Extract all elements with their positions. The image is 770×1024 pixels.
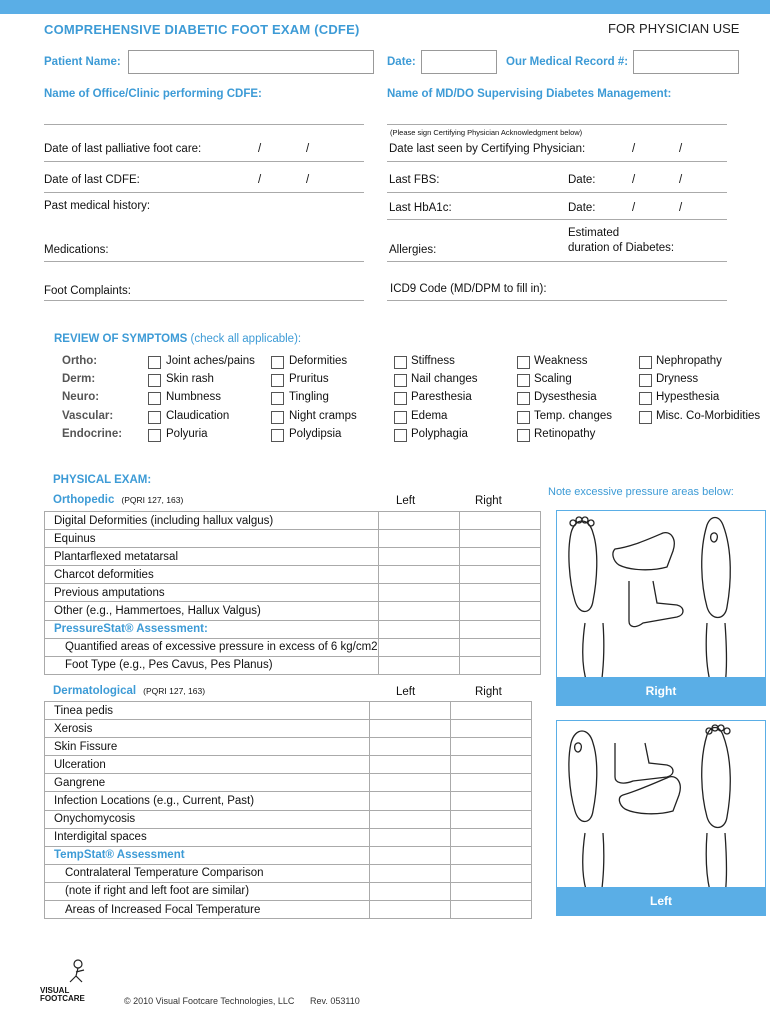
exam-row <box>45 828 532 846</box>
left-cell[interactable] <box>370 864 451 882</box>
foot-complaints-label: Foot Complaints: <box>44 285 131 297</box>
right-cell[interactable] <box>459 530 540 548</box>
left-cell[interactable] <box>370 846 451 864</box>
exam-row <box>45 720 532 738</box>
exam-row <box>45 512 541 530</box>
exam-item-label: Digital Deformities (including hallux valgus) <box>45 512 379 530</box>
estimated-label: Estimated <box>568 227 620 239</box>
right-cell[interactable] <box>451 864 532 882</box>
left-cell[interactable] <box>370 810 451 828</box>
date-input[interactable] <box>421 50 497 74</box>
symptom-checkbox[interactable] <box>394 374 407 387</box>
left-cell[interactable] <box>370 702 451 720</box>
symptom-label: Dysesthesia <box>534 391 597 403</box>
exam-item-label: Xerosis <box>45 720 370 738</box>
symptom-label: Nephropathy <box>656 355 722 367</box>
right-cell[interactable] <box>451 720 532 738</box>
symptom-category: Vascular: <box>62 410 114 422</box>
last-fbs-label: Last FBS: <box>389 174 440 186</box>
exam-item-label: Foot Type (e.g., Pes Cavus, Pes Planus) <box>45 656 379 674</box>
right-foot-label: Right <box>557 677 765 705</box>
icd9-label: ICD9 Code (MD/DPM to fill in): <box>390 283 547 295</box>
left-cell[interactable] <box>370 720 451 738</box>
symptom-label: Dryness <box>656 373 699 385</box>
form-title: COMPREHENSIVE DIABETIC FOOT EXAM (CDFE) <box>44 22 360 37</box>
date-slash: / <box>679 202 683 214</box>
symptoms-heading-bold: REVIEW OF SYMPTOMS <box>54 333 188 345</box>
exam-item-label: Gangrene <box>45 774 370 792</box>
symptom-label: Polyuria <box>166 428 208 440</box>
exam-row <box>45 792 532 810</box>
exam-item-label: Quantified areas of excessive pressure in excess of 6 kg/cm2 <box>45 638 379 656</box>
symptom-checkbox[interactable] <box>639 356 652 369</box>
exam-row <box>45 566 541 584</box>
right-foot-panel[interactable] <box>556 510 766 706</box>
right-cell[interactable] <box>451 792 532 810</box>
symptom-checkbox[interactable] <box>148 411 161 424</box>
left-cell[interactable] <box>378 638 459 656</box>
exam-row <box>45 702 532 720</box>
physical-exam-heading: PHYSICAL EXAM: <box>53 474 152 486</box>
left-cell[interactable] <box>378 512 459 530</box>
symptom-label: Edema <box>411 410 448 422</box>
exam-item-label: Charcot deformities <box>45 566 379 584</box>
right-cell[interactable] <box>451 702 532 720</box>
symptom-checkbox[interactable] <box>394 356 407 369</box>
exam-item-label: Ulceration <box>45 756 370 774</box>
left-foot-diagram <box>557 721 765 915</box>
left-foot-label: Left <box>557 887 765 915</box>
right-cell[interactable] <box>451 756 532 774</box>
left-cell[interactable] <box>370 828 451 846</box>
symptom-category: Neuro: <box>62 391 100 403</box>
physician-use-label: FOR PHYSICIAN USE <box>608 21 740 36</box>
symptom-label: Deformities <box>289 355 348 367</box>
symptom-checkbox[interactable] <box>271 429 284 442</box>
derm-table <box>44 701 532 919</box>
symptom-checkbox[interactable] <box>271 411 284 424</box>
record-input[interactable] <box>633 50 739 74</box>
exam-row <box>45 530 541 548</box>
exam-row <box>45 756 532 774</box>
right-cell[interactable] <box>459 638 540 656</box>
derm-pqri: (PQRI 127, 163) <box>143 686 206 696</box>
pressure-note: Note excessive pressure areas below: <box>548 486 734 498</box>
last-fbs-line[interactable] <box>387 192 727 193</box>
left-cell[interactable] <box>370 792 451 810</box>
exam-item-label: Plantarflexed metatarsal <box>45 548 379 566</box>
ortho-right-header: Right <box>475 495 502 507</box>
left-foot-panel[interactable] <box>556 720 766 916</box>
patient-name-input[interactable] <box>128 50 374 74</box>
office-line[interactable] <box>44 124 364 125</box>
symptom-checkbox[interactable] <box>639 392 652 405</box>
exam-row <box>45 548 541 566</box>
derm-label: Dermatological <box>53 685 137 697</box>
symptom-label: Weakness <box>534 355 588 367</box>
left-cell[interactable] <box>378 548 459 566</box>
exam-row <box>45 901 532 919</box>
exam-item-label: Other (e.g., Hammertoes, Hallux Valgus) <box>45 602 379 620</box>
exam-item-label: Previous amputations <box>45 584 379 602</box>
symptom-checkbox[interactable] <box>517 374 530 387</box>
symptom-checkbox[interactable] <box>271 356 284 369</box>
allergies-label: Allergies: <box>389 244 437 256</box>
icd9-line[interactable] <box>387 300 727 301</box>
symptom-label: Pruritus <box>289 373 329 385</box>
symptom-label: Paresthesia <box>411 391 472 403</box>
symptom-checkbox[interactable] <box>271 374 284 387</box>
right-cell[interactable] <box>451 882 532 900</box>
symptom-checkbox[interactable] <box>639 411 652 424</box>
right-cell[interactable] <box>451 828 532 846</box>
right-cell[interactable] <box>459 548 540 566</box>
exam-item-label: Infection Locations (e.g., Current, Past) <box>45 792 370 810</box>
symptom-label: Skin rash <box>166 373 214 385</box>
date-slash: / <box>632 202 636 214</box>
medications-line[interactable] <box>44 261 364 262</box>
left-cell[interactable] <box>370 882 451 900</box>
hba1c-line[interactable] <box>387 219 727 220</box>
exam-item-label: Interdigital spaces <box>45 828 370 846</box>
mddo-label: Name of MD/DO Supervising Diabetes Management: <box>387 88 672 100</box>
right-cell[interactable] <box>459 512 540 530</box>
right-cell[interactable] <box>451 846 532 864</box>
symptom-checkbox[interactable] <box>517 411 530 424</box>
symptom-checkbox[interactable] <box>517 356 530 369</box>
symptom-label: Misc. Co-Morbidities <box>656 410 761 422</box>
symptom-label: Joint aches/pains <box>166 355 255 367</box>
left-cell[interactable] <box>370 774 451 792</box>
symptom-checkbox[interactable] <box>148 392 161 405</box>
symptom-label: Temp. changes <box>534 410 612 422</box>
right-cell[interactable] <box>459 584 540 602</box>
symptom-label: Nail changes <box>411 373 478 385</box>
fbs-date-label: Date: <box>568 174 596 186</box>
ortho-left-header: Left <box>396 495 416 507</box>
symptom-checkbox[interactable] <box>148 356 161 369</box>
sign-note: (Please sign Certifying Physician Acknowledgment below) <box>390 128 583 137</box>
left-cell[interactable] <box>378 566 459 584</box>
symptom-label: Claudication <box>166 410 230 422</box>
symptom-label: Stiffness <box>411 355 455 367</box>
right-foot-diagram <box>557 511 765 705</box>
patient-name-label: Patient Name: <box>44 56 121 68</box>
exam-row <box>45 882 532 900</box>
mddo-line[interactable] <box>387 124 727 125</box>
symptom-label: Numbness <box>166 391 221 403</box>
visual-footcare-logo <box>40 958 100 1006</box>
exam-row <box>45 738 532 756</box>
derm-right-header: Right <box>475 686 502 698</box>
symptom-label: Hypesthesia <box>656 391 720 403</box>
symptom-checkbox[interactable] <box>394 392 407 405</box>
allergies-line[interactable] <box>387 261 727 262</box>
date-slash: / <box>258 174 262 186</box>
symptom-checkbox[interactable] <box>639 374 652 387</box>
symptom-label: Retinopathy <box>534 428 596 440</box>
right-cell[interactable] <box>451 738 532 756</box>
symptoms-heading <box>54 333 301 345</box>
symptom-checkbox[interactable] <box>394 429 407 442</box>
ortho-pqri: (PQRI 127, 163) <box>121 495 184 505</box>
date-slash: / <box>306 174 310 186</box>
office-label: Name of Office/Clinic performing CDFE: <box>44 88 262 100</box>
past-history-label: Past medical history: <box>44 200 151 212</box>
right-cell[interactable] <box>459 656 540 674</box>
symptom-category: Ortho: <box>62 355 98 367</box>
last-cdfe-label: Date of last CDFE: <box>44 174 140 186</box>
last-hba1c-label: Last HbA1c: <box>389 202 452 214</box>
palliative-label: Date of last palliative foot care: <box>44 143 202 155</box>
exam-row <box>45 774 532 792</box>
foot-complaints-line[interactable] <box>44 300 364 301</box>
record-label: Our Medical Record #: <box>506 56 629 68</box>
logo-figure-icon <box>40 958 100 984</box>
symptom-label: Tingling <box>289 391 329 403</box>
ortho-label: Orthopedic <box>53 494 115 506</box>
symptom-label: Polyphagia <box>411 428 468 440</box>
symptom-label: Polydipsia <box>289 428 342 440</box>
exam-row <box>45 864 532 882</box>
exam-item-label: Equinus <box>45 530 379 548</box>
exam-row <box>45 602 541 620</box>
symptoms-heading-rest: (check all applicable): <box>187 333 302 345</box>
left-cell[interactable] <box>378 656 459 674</box>
logo-line1: VISUAL <box>40 986 70 995</box>
duration-label: duration of Diabetes: <box>568 242 675 254</box>
symptom-label: Scaling <box>534 373 572 385</box>
date-label: Date: <box>387 56 416 68</box>
left-cell[interactable] <box>370 756 451 774</box>
right-cell[interactable] <box>451 901 532 919</box>
exam-item-label: (note if right and left foot are similar) <box>45 882 370 900</box>
medications-label: Medications: <box>44 244 109 256</box>
derm-left-header: Left <box>396 686 416 698</box>
derm-heading <box>53 685 205 697</box>
right-cell[interactable] <box>459 566 540 584</box>
date-slash: / <box>258 143 262 155</box>
revision: Rev. 053110 <box>310 996 360 1006</box>
symptom-checkbox[interactable] <box>517 392 530 405</box>
symptom-checkbox[interactable] <box>148 374 161 387</box>
hba1c-date-label: Date: <box>568 202 596 214</box>
exam-item-label: Onychomycosis <box>45 810 370 828</box>
exam-item-label: TempStat® Assessment <box>45 846 370 864</box>
left-cell[interactable] <box>378 584 459 602</box>
right-cell[interactable] <box>451 774 532 792</box>
symptom-category: Derm: <box>62 373 96 385</box>
last-cdfe-line[interactable] <box>44 192 364 193</box>
left-cell[interactable] <box>370 738 451 756</box>
symptom-checkbox[interactable] <box>148 429 161 442</box>
copyright: © 2010 Visual Footcare Technologies, LLC <box>124 996 295 1006</box>
date-slash: / <box>632 143 636 155</box>
date-slash: / <box>679 143 683 155</box>
last-seen-line[interactable] <box>387 161 727 162</box>
right-cell[interactable] <box>459 602 540 620</box>
symptom-category: Endocrine: <box>62 428 123 440</box>
last-seen-label: Date last seen by Certifying Physician: <box>389 143 586 155</box>
left-cell[interactable] <box>378 620 459 638</box>
symptom-label: Night cramps <box>289 410 357 422</box>
exam-row <box>45 638 541 656</box>
exam-item-label: PressureStat® Assessment: <box>45 620 379 638</box>
logo-line2: FOOTCARE <box>40 994 85 1003</box>
palliative-line[interactable] <box>44 161 364 162</box>
left-cell[interactable] <box>378 602 459 620</box>
date-slash: / <box>632 174 636 186</box>
exam-row <box>45 656 541 674</box>
exam-row <box>45 584 541 602</box>
left-cell[interactable] <box>378 530 459 548</box>
ortho-heading <box>53 494 183 506</box>
exam-row <box>45 846 532 864</box>
left-cell[interactable] <box>370 901 451 919</box>
date-slash: / <box>679 174 683 186</box>
date-slash: / <box>306 143 310 155</box>
exam-item-label: Contralateral Temperature Comparison <box>45 864 370 882</box>
symptom-checkbox[interactable] <box>394 411 407 424</box>
exam-row <box>45 810 532 828</box>
symptom-checkbox[interactable] <box>271 392 284 405</box>
exam-item-label: Skin Fissure <box>45 738 370 756</box>
exam-item-label: Areas of Increased Focal Temperature <box>45 901 370 919</box>
exam-row <box>45 620 541 638</box>
ortho-table <box>44 511 541 675</box>
right-cell[interactable] <box>451 810 532 828</box>
top-bar <box>0 0 770 14</box>
right-cell[interactable] <box>459 620 540 638</box>
symptom-checkbox[interactable] <box>517 429 530 442</box>
exam-item-label: Tinea pedis <box>45 702 370 720</box>
